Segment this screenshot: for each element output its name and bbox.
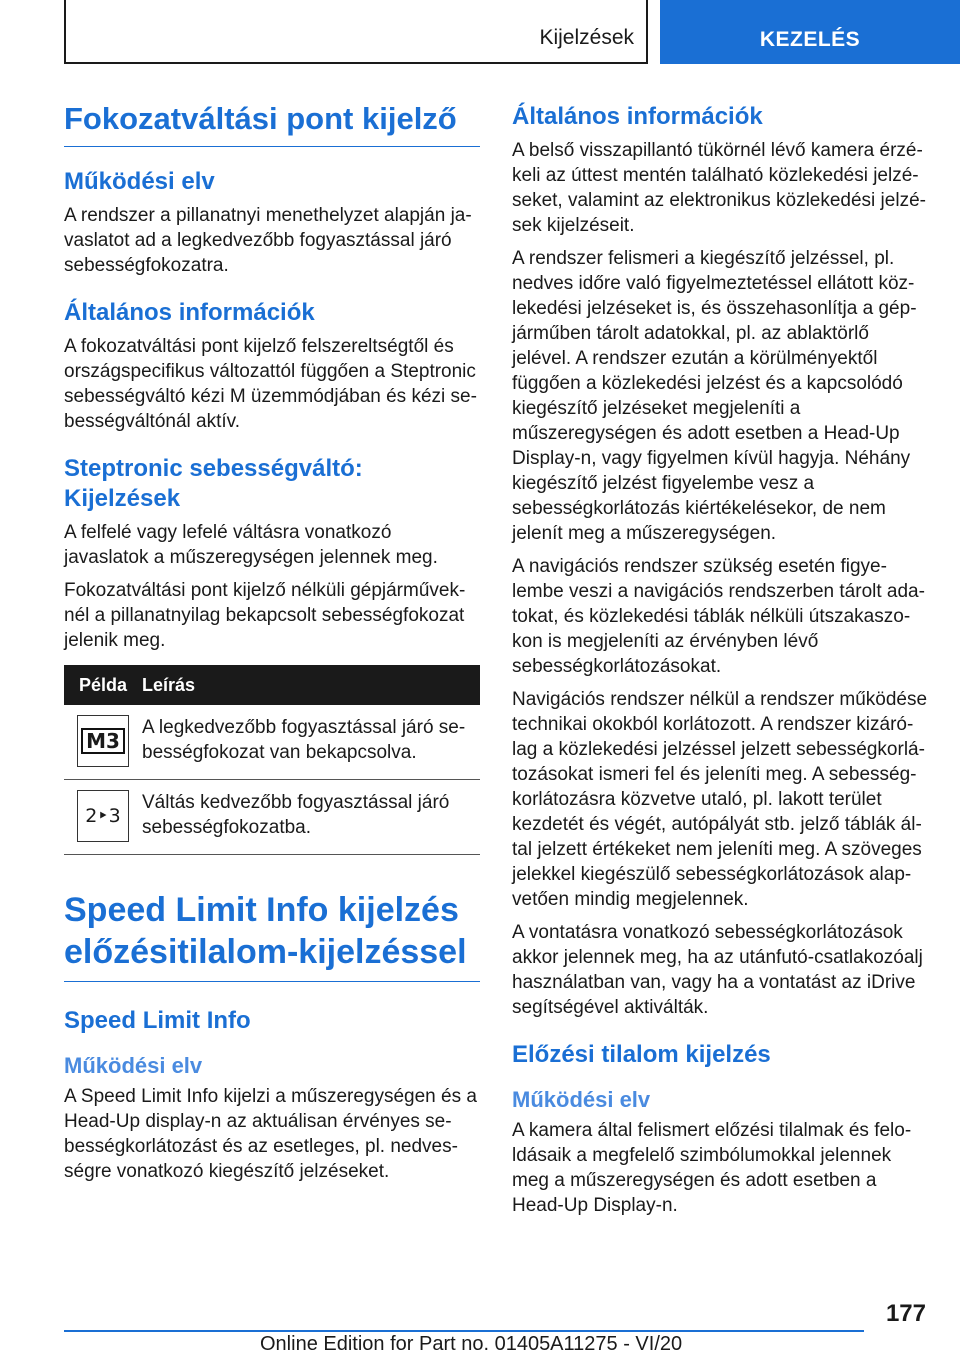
gear-m3-icon: M3 [77,715,129,767]
paragraph: A navigációs rendszer szükség esetén figyelembe veszi a navigációs rendszerben tárolt adatokat, és közlekedési táblák nélküli útszakaszokon is megjeleníti az érvényben lévő sebességkorlátozásokat. [512,556,925,677]
table-cell-description: Váltás kedvezőbb fogyasztással járó sebességfokozatba. [142,792,450,838]
paragraph: A fokozatváltási pont kijelző felszereltségtől és országspecifikus változattól függően a Steptronic sebességváltó kézi M üzemmódjában és kézi sebességváltónál aktív. [64,336,477,432]
chapter-tab-label: KEZELÉS [759,28,861,51]
section-title-shift-indicator: Fokozatváltási pont kijelző [64,100,480,147]
table-header [64,665,480,705]
right-column [512,100,928,1226]
paragraph: A vontatásra vonatkozó sebességkorlátozások akkor jelennek meg, ha az utánfutó-csatlakozóalj használatban van, vagy ha a vontatást az iDrive segítségével aktiválták. [512,922,923,1018]
paragraph: A felfelé vagy lefelé váltásra vonatkozó javaslatok a műszeregységen jelennek meg. [64,522,438,568]
heading-speed-limit-info: Speed Limit Info [64,1007,251,1034]
heading-general-info: Általános információk [64,299,315,326]
table-cell-description: A legkedvezőbb fogyasztással járó sebességfokozat van bekapcsolva. [142,717,466,763]
footer-edition: Online Edition for Part no. 01405A11275 - VI/20 [260,1333,683,1355]
heading-no-overtaking: Előzési tilalom kijelzés [512,1041,771,1068]
paragraph: A rendszer felismeri a kiegészítő jelzéssel, pl. nedves időre való figyelmeztetéssel ellátott közlekedési jelzéseket is, és összehasonlítja a gépjárműben tárolt adatokkal, pl. az ablaktörlő jelével. A rendszer ezután a körülményektől függően a közlekedési jelzést és a kapcsolódó kiegészítő jelzéseket megjeleníti a műszeregységen és adott esetben a Head-Up Display-n, vagy figyelmen kívül hagyja. Néhány kiegészítő jelzést figyelembe vesz a sebességkorlátozás kiértékelésekor, de nem jelenít meg a műszeregységen. [512,248,917,544]
paragraph: A rendszer a pillanatnyi menethelyzet alapján javaslatot ad a legkedvezőbb fogyasztással járó sebességfokozatra. [64,205,472,276]
section-title-speed-limit-info: Speed Limit Info kijelzés előzésitilalom-kijelzéssel [64,889,480,982]
left-column [64,100,480,1192]
chapter-tab[interactable] [660,0,960,64]
subheading-working-principle: Működési elv [512,1087,651,1112]
paragraph: A belső visszapillantó tükörnél lévő kamera érzékeli az úttest mentén található közlekedési jelzéseket, valamint az elektronikus közlekedési jelzések kijelzéseit. [512,140,926,236]
header-frame [64,0,648,64]
header-section-title: Kijelzések [539,26,634,49]
page-number: 177 [885,1300,926,1327]
column-header-description: Leírás [142,674,196,695]
column-header-example: Példa [78,674,128,695]
heading-general-info-right: Általános információk [512,103,763,130]
table-row [64,705,480,780]
paragraph: Fokozatváltási pont kijelző nélküli gépjárműveknél a pillanatnyilag bekapcsolt sebességfokozat jelenik meg. [64,580,466,651]
paragraph: A kamera által felismert előzési tilalmak és feloldásaik a megfelelő szimbólumokkal jelennek meg a műszeregységen és adott esetben a Head-Up Display-n. [512,1120,912,1216]
paragraph: Navigációs rendszer nélkül a rendszer működése technikai okokból korlátozott. A rendszer kizárólag a közlekedési jelzéssel jelzett sebességkorlátozásokat ismeri fel és jeleníti meg. A sebességkorlátozásra közvetve utaló, pl. lakott terület kezdetét és végét, autópályát stb. jelző táblák által jelzett értékeket nem jeleníti meg. A szöveges jelekkel kiegészülő sebességkorlátozások alapvetően mindig megjelennek. [512,689,928,910]
shift-up-icon: 2‣3 [77,790,129,842]
example-table [64,665,480,855]
table-row [64,780,480,855]
paragraph: A Speed Limit Info kijelzi a műszeregységen és a Head-Up display-n az aktuálisan érvényes sebességkorlátozást és az esetleges, pl. nedvességre vonatkozó kiegészítő jelzéseket. [64,1086,477,1182]
heading-steptronic: Steptronic sebességváltó: Kijelzések [64,455,363,512]
subheading-working-principle: Működési elv [64,1053,203,1078]
footer-divider [64,1330,864,1332]
heading-working-principle: Működési elv [64,168,215,195]
